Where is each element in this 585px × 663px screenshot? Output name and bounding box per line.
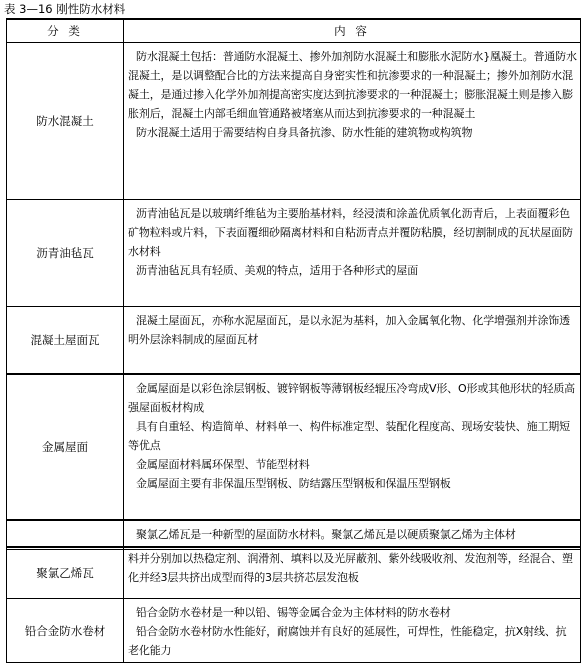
row-content — [124, 521, 580, 549]
materials-table — [6, 18, 581, 550]
row-paragraph: 金属屋面主要有非保温压型钢板、防结露压型钢板和保温压型钢板 — [136, 477, 451, 490]
header-content: 内 容 — [334, 23, 370, 38]
table-row — [7, 598, 580, 662]
row-paragraph: 沥青油毡瓦具有轻质、美观的特点，适用于各种形式的屋面 — [136, 264, 419, 277]
row-paragraph: 具有自重轻、构造简单、材料单一、构件标准定型、装配化程度高、现场安装快、施工期短等优点 — [128, 420, 570, 452]
table-row — [7, 199, 580, 306]
row-category: 混凝土屋面瓦 — [7, 307, 124, 373]
table-row — [7, 519, 580, 549]
table-row — [7, 42, 580, 199]
header-category: 分 类 — [7, 20, 124, 42]
row-paragraph: 金属屋面材料属环保型、节能型材料 — [136, 458, 310, 471]
table-header-row — [7, 20, 580, 42]
row-paragraph: 防水混凝土适用于需要结构自身具备抗渗、防水性能的建筑物或构筑物 — [136, 126, 473, 139]
table-row — [7, 548, 580, 598]
row-paragraph: 料并分别加以热稳定剂、润滑剂、填料以及光屏蔽剂、紫外线吸收剂、发泡剂等，经混合、塑化并经3层共挤出成型而得的3层共挤芯层发泡板 — [128, 552, 573, 584]
row-paragraph: 混凝土屋面瓦，亦称水泥屋面瓦，是以永泥为基料，加入金属氧化物、化学增强剂并涂饰透明外层涂料制成的屋面瓦材 — [128, 314, 570, 346]
row-category: 聚氯乙烯瓦 — [7, 548, 124, 598]
row-paragraph: 防水混凝土包括：普通防水混凝土、掺外加剂防水混凝土和膨胀水泥防水}凰凝土。普通防水混凝土，是以调整配合比的方法来提高自身密实性和抗渗要求的一种混凝土；掺外加剂防水混凝土，是通过掺入化学外加剂提高密实度达到抗渗要求的一种混凝土；膨胀混凝土则是掺入膨胀剂后，混凝土内部毛细血管通路被堵塞从而达到抗渗要求的一种混凝土 — [128, 50, 577, 120]
row-paragraph: 金属屋面是以彩色涂层钢板、镀锌钢板等薄钢板经辊压冷弯成V形、O形或其他形状的轻质高强屋面板材构成 — [128, 382, 576, 414]
row-category: 铅合金防水卷材 — [7, 599, 124, 662]
materials-table-continued — [6, 546, 581, 663]
table-row — [7, 373, 580, 519]
table-row — [7, 306, 580, 373]
row-content — [124, 200, 580, 306]
row-content — [124, 375, 580, 519]
row-category: 沥青油毡瓦 — [7, 200, 124, 306]
row-category: 防水混凝土 — [7, 43, 124, 199]
row-category: 金属屋面 — [7, 375, 124, 519]
row-content — [124, 43, 580, 199]
row-paragraph: 铅合金防水卷材是一种以铅、锡等金属合金为主体材料的防水卷材 — [136, 606, 451, 619]
row-paragraph: 铅合金防水卷材防水性能好，耐腐蚀并有良好的延展性，可焊性，性能稳定，抗X射线、抗老化能力 — [128, 625, 567, 657]
row-content — [124, 548, 580, 598]
row-paragraph: 聚氯乙烯瓦是一种新型的屋面防水材料。聚氯乙烯瓦是以硬质聚氯乙烯为主体材 — [136, 528, 516, 541]
table-caption: 表 3—16 刚性防水材料 — [4, 2, 126, 16]
row-content — [124, 307, 580, 373]
row-paragraph: 沥青油毡瓦是以玻璃纤维毡为主要胎基材料，经浸渍和涂盖优质氧化沥青后，上表面覆彩色矿物粒料或片料，下表面覆细砂隔离材料和自粘沥青点并覆防粘膜，经切割制成的瓦状屋面防水材料 — [128, 207, 573, 258]
row-content — [124, 599, 580, 662]
row-category — [7, 521, 124, 549]
